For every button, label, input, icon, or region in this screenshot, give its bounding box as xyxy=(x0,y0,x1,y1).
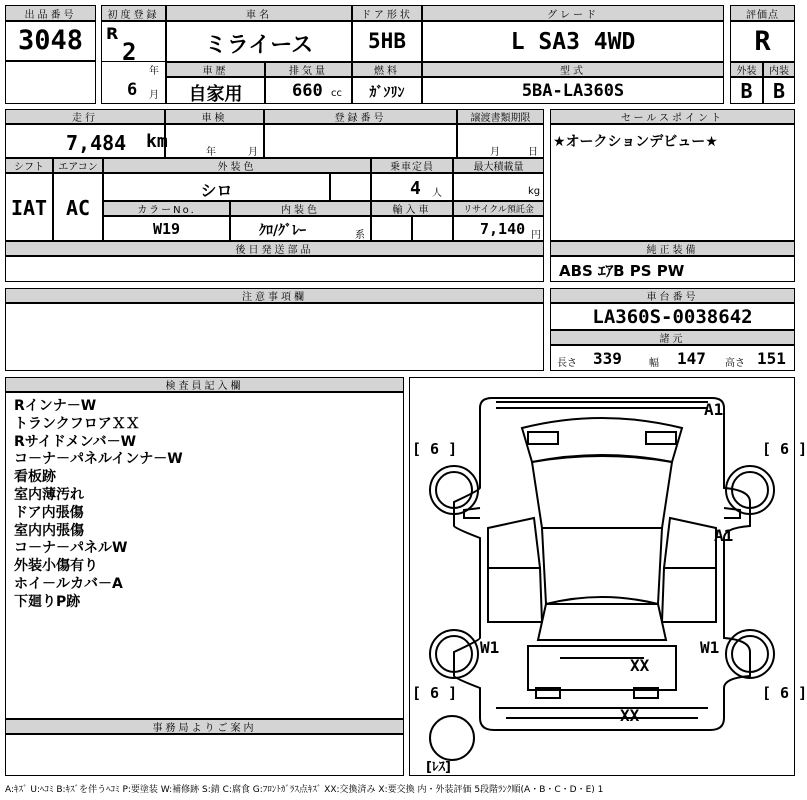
displacement-cell xyxy=(265,77,352,104)
score: R xyxy=(754,26,771,57)
import-cell-a xyxy=(371,216,412,241)
inspection-year-unit: 年 xyxy=(206,147,216,158)
sales-point-cell xyxy=(550,124,795,241)
later-parts-label: 後日発送部品 xyxy=(5,241,544,256)
door-label: ドア形状 xyxy=(352,5,422,21)
month-unit: 月 xyxy=(149,90,159,101)
recycle-unit: 円 xyxy=(531,230,541,241)
roof xyxy=(542,528,662,604)
history-cell xyxy=(166,77,265,104)
fuel: ｶﾞｿﾘﾝ xyxy=(369,85,405,101)
body-outline xyxy=(454,398,750,730)
car-name-label: 車名 xyxy=(166,5,352,21)
mileage-label: 走行 xyxy=(5,109,165,124)
specs-label: 諸元 xyxy=(550,330,795,345)
history-label: 車歴 xyxy=(166,62,265,77)
car-name: ミライース xyxy=(204,33,314,58)
door-cell xyxy=(352,21,422,62)
lot-no-label: 出品番号 xyxy=(5,5,96,21)
mileage-unit: km xyxy=(146,131,168,152)
capacity-unit: 人 xyxy=(432,188,442,199)
model-cell xyxy=(422,77,724,104)
inspector-line: 外装小傷有り xyxy=(14,558,98,575)
mark-rear-left-wheel: W1 xyxy=(480,638,500,657)
lot-no-blank xyxy=(5,61,96,104)
equipment-label: 純正装備 xyxy=(550,241,795,256)
score-cell xyxy=(730,21,795,62)
max-load-label: 最大積載量 xyxy=(453,158,544,173)
door-rear-right xyxy=(662,568,716,622)
car-diagram-frame xyxy=(409,377,807,776)
grade-label: グレード xyxy=(422,5,724,21)
ac-label: エアコン xyxy=(53,158,103,173)
ext-color-extra xyxy=(330,173,371,201)
displacement-unit: cc xyxy=(331,88,342,99)
tire-tr: [ 6 ] xyxy=(762,440,807,458)
car-diagram xyxy=(410,378,794,775)
int-color-cell xyxy=(230,216,371,241)
equipment: ABS ｴｱB PS PW xyxy=(559,262,685,280)
fuel-cell xyxy=(352,77,422,104)
displacement-label: 排気量 xyxy=(265,62,352,77)
chassis-label: 車台番号 xyxy=(550,288,795,303)
inspector-line: Rインナ－W xyxy=(14,398,97,414)
inspector-line: ドア内張傷 xyxy=(14,504,84,521)
door-rear-left xyxy=(488,568,542,622)
interior-grade: B xyxy=(772,79,786,103)
inspector-line: トランクフロアＸＸ xyxy=(14,415,140,432)
door: 5HB xyxy=(368,29,406,53)
door-front-right xyxy=(664,518,716,568)
fuel-label: 燃料 xyxy=(352,62,422,77)
width: 147 xyxy=(677,349,706,368)
exterior-grade-cell xyxy=(730,77,763,104)
ext-color-cell xyxy=(103,173,330,201)
sales-point-label: セールスポイント xyxy=(550,109,795,124)
import-label: 輸入車 xyxy=(371,201,453,216)
front-bumper xyxy=(496,402,708,408)
lot-no: 3048 xyxy=(18,25,84,56)
ac-cell xyxy=(53,173,103,241)
inspector-line: 室内内張傷 xyxy=(14,522,84,539)
first-reg-cell xyxy=(101,21,166,104)
exterior-label: 外装 xyxy=(730,62,763,77)
height: 151 xyxy=(757,349,786,368)
color-no: W19 xyxy=(152,220,181,238)
door-front-left xyxy=(488,518,540,568)
model-label: 型式 xyxy=(422,62,724,77)
reg-no-cell xyxy=(264,124,457,158)
notes-cell xyxy=(5,303,544,371)
ac: AC xyxy=(65,196,91,220)
office-cell xyxy=(5,734,404,776)
mark-right-side: A1 xyxy=(714,526,734,545)
year-unit: 年 xyxy=(149,66,159,77)
recycle-cell xyxy=(453,216,544,241)
mirror-left xyxy=(464,508,480,518)
spare-label: [ﾚｽ] xyxy=(426,760,451,775)
mark-rear-right-wheel: W1 xyxy=(700,638,720,657)
capacity: 4 xyxy=(410,178,421,199)
recycle-label: リサイクル預託金 xyxy=(453,201,544,216)
history: 自家用 xyxy=(188,84,243,105)
chassis-cell xyxy=(550,303,795,330)
capacity-label: 乗車定員 xyxy=(371,158,453,173)
interior-grade-cell xyxy=(763,77,795,104)
rear-bumper xyxy=(496,708,708,718)
tire-bl: [ 6 ] xyxy=(412,684,458,702)
inspector-label: 検査員記入欄 xyxy=(5,377,404,392)
displacement: 660 xyxy=(292,81,323,101)
later-parts-cell xyxy=(5,256,544,282)
score-label: 評価点 xyxy=(730,5,795,21)
inspector-line: 下廻りP跡 xyxy=(14,593,81,610)
inspection-cell xyxy=(165,124,264,158)
sales-point: ★オークションデビュー★ xyxy=(553,134,718,150)
shift: IAT xyxy=(10,196,48,220)
interior-label: 内装 xyxy=(763,62,795,77)
int-color-suffix: 系 xyxy=(355,230,365,241)
lot-no-cell xyxy=(5,21,96,61)
transfer-day-unit: 日 xyxy=(528,147,538,158)
exterior-grade: B xyxy=(740,79,753,103)
roof-front xyxy=(532,456,672,528)
reg-month: 6 xyxy=(127,80,138,100)
inspection-label: 車検 xyxy=(165,109,264,124)
model: 5BA-LA360S xyxy=(521,81,625,101)
max-load-cell xyxy=(453,173,544,201)
ext-color: シロ xyxy=(200,181,233,200)
grade: L SA3 4WD xyxy=(510,29,636,55)
spare-tire xyxy=(430,716,474,760)
grade-cell xyxy=(422,21,724,62)
length: 339 xyxy=(593,349,622,368)
width-label: 幅 xyxy=(649,358,659,369)
mirror-right xyxy=(724,508,740,518)
import-cell-b xyxy=(412,216,453,241)
mark-rear-center: XX xyxy=(630,656,650,675)
ext-color-label: 外装色 xyxy=(103,158,371,173)
tailgate xyxy=(528,646,676,690)
hood-vent-right xyxy=(646,432,676,444)
inspector-line: ホイ－ルカバ－A xyxy=(14,576,123,592)
inspection-month-unit: 月 xyxy=(248,147,258,158)
shift-cell xyxy=(5,173,53,241)
reg-no-label: 登録番号 xyxy=(264,109,457,124)
mileage: 7,484 xyxy=(66,131,127,155)
hood-vent-left xyxy=(528,432,558,444)
inspector-line: コ－ナ－パネルインナ－W xyxy=(14,451,183,468)
color-no-label: カラーNo. xyxy=(103,201,230,216)
first-reg-label: 初度登録 xyxy=(101,5,166,21)
notes-label: 注意事項欄 xyxy=(5,288,544,303)
first-reg-divider xyxy=(101,61,166,62)
mark-rear-bumper: XX xyxy=(620,706,640,725)
int-color-label: 内装色 xyxy=(230,201,371,216)
transfer-label: 譲渡書類期限 xyxy=(457,109,544,124)
recycle: 7,140 xyxy=(480,220,526,238)
max-load-unit: kg xyxy=(528,186,541,197)
chassis: LA360S-0038642 xyxy=(592,306,753,328)
era: R xyxy=(106,24,119,43)
transfer-cell xyxy=(457,124,544,158)
inspector-line: Rサイドメンバ－W xyxy=(14,433,137,450)
length-label: 長さ xyxy=(557,358,577,369)
tire-tl: [ 6 ] xyxy=(412,440,458,458)
int-color: ｸﾛ/ｸﾞﾚｰ xyxy=(259,223,307,239)
legend: A:ｷｽﾞ U:ﾍｺﾐ B:ｷｽﾞを伴うﾍｺﾐ P:要塗装 W:補修跡 S:錆 C:腐食 G:ﾌﾛﾝﾄｶﾞﾗｽ点ｷｽﾞ XX:交換済み X:要交換 内・外装評価 5段階ﾗﾝｸ順(A・B・C・D・E) 1 xyxy=(5,785,604,795)
mark-front-right: A1 xyxy=(704,400,724,419)
capacity-cell xyxy=(371,173,453,201)
equipment-cell xyxy=(550,256,795,282)
transfer-month-unit: 月 xyxy=(490,147,500,158)
office-label: 事務局よりご案内 xyxy=(5,719,404,734)
mileage-cell xyxy=(5,124,168,158)
specs-cell xyxy=(550,345,795,371)
car-name-cell xyxy=(166,21,352,62)
height-label: 高さ xyxy=(725,358,745,369)
inspector-line: 看板跡 xyxy=(14,469,56,486)
color-no-cell xyxy=(103,216,230,241)
tire-br: [ 6 ] xyxy=(762,684,807,702)
reg-year: 2 xyxy=(122,38,137,66)
inspector-line: 室内薄汚れ xyxy=(14,487,84,503)
inspector-line: コ－ナ－パネルW xyxy=(14,540,128,557)
inspector-cell xyxy=(5,392,404,719)
shift-label: シフト xyxy=(5,158,53,173)
